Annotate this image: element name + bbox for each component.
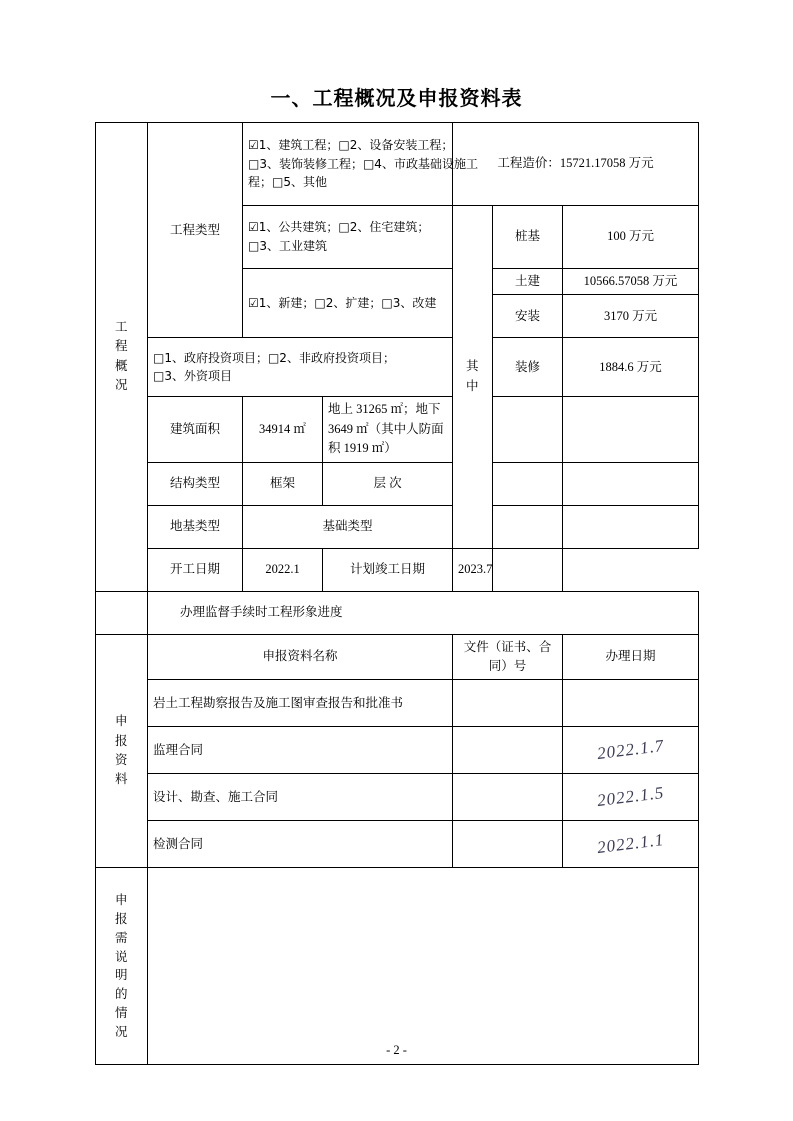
table-row [96,774,699,821]
foundation-type-label: 基础类型 [243,505,453,548]
table-row [96,397,699,462]
total-cost-cell: 工程造价：15721.17058 万元 [453,123,699,206]
handwritten-date: 2022.1.1 [595,830,666,858]
progress-left-blank [96,591,148,634]
area-value: 34914 ㎡ [243,397,323,462]
application-header-name: 申报资料名称 [148,634,453,680]
application-item-date [563,821,699,868]
cost-item-value: 3170 万元 [563,295,699,338]
handwritten-date: 2022.1.7 [595,736,666,764]
cost-item-value: 100 万元 [563,206,699,269]
area-detail-cell: 地上 31265 ㎡；地下 3649 ㎡（其中人防面 积 1919 ㎡） [323,397,453,462]
application-label: 申 报 资 料 [96,634,148,868]
table-row [96,727,699,774]
structure-type-label: 结构类型 [148,462,243,505]
foundation-type-value [493,505,563,548]
application-header-date: 办理日期 [563,634,699,680]
empty-cell [563,505,699,548]
empty-cell [563,397,699,462]
application-item-name: 岩土工程勘察报告及施工图审查报告和批准书 [148,680,453,727]
cost-item-name: 安装 [493,295,563,338]
table-row [96,680,699,727]
empty-cell [563,462,699,505]
cost-item-value: 1884.6 万元 [563,338,699,397]
table-row [96,462,699,505]
application-item-docno [453,727,563,774]
table-row [96,123,699,206]
planned-end-value: 2023.7 [453,548,493,591]
cost-item-name: 桩基 [493,206,563,269]
start-date-label: 开工日期 [148,548,243,591]
project-info-table [95,122,699,1065]
application-header-docno: 文件（证书、合同）号 [453,634,563,680]
progress-label: 办理监督手续时工程形象进度 [148,591,699,634]
table-row [96,591,699,634]
application-item-date [563,774,699,821]
page-title: 一、工程概况及申报资料表 [270,88,523,110]
application-item-name: 设计、勘查、施工合同 [148,774,453,821]
floors-value [493,462,563,505]
area-label: 建筑面积 [148,397,243,462]
application-item-name: 监理合同 [148,727,453,774]
page-number: - 2 - [386,1043,407,1057]
application-item-docno [453,821,563,868]
table-row [96,821,699,868]
project-type-label: 工程类型 [148,123,243,338]
project-overview-label: 工 程 概 况 [96,123,148,592]
table-row [96,548,699,591]
structure-type-value: 框架 [243,462,323,505]
floors-label: 层 次 [323,462,453,505]
cost-item-name: 装修 [493,338,563,397]
cost-item-name: 土建 [493,269,563,295]
investment-type-cell: □1、政府投资项目；□2、非政府投资项目； □3、外资项目 [148,338,453,397]
cost-item-value: 10566.57058 万元 [563,269,699,295]
table-row [96,505,699,548]
application-item-name: 检测合同 [148,821,453,868]
remarks-label: 申 报 需 说 明 的 情 况 [96,868,148,1065]
project-type-category-cell: ☑1、建筑工程；□2、设备安装工程； □3、装饰装修工程；□4、市政基础设施工 程；□5、其他 [243,123,453,206]
remarks-value [148,868,699,1065]
cost-breakdown-label: 其 中 [453,206,493,549]
foundation-label: 地基类型 [148,505,243,548]
empty-cell [493,548,563,591]
table-row [96,338,699,397]
application-item-date [563,727,699,774]
empty-cell [493,397,563,462]
construction-nature-cell: ☑1、新建；□2、扩建；□3、改建 [243,269,453,338]
application-item-date [563,680,699,727]
handwritten-date: 2022.1.5 [595,783,666,811]
planned-end-label: 计划竣工日期 [323,548,453,591]
building-usage-cell: ☑1、公共建筑；□2、住宅建筑； □3、工业建筑 [243,206,453,269]
application-item-docno [453,774,563,821]
start-date-value: 2022.1 [243,548,323,591]
application-item-docno [453,680,563,727]
table-row [96,868,699,1065]
table-row [96,634,699,680]
